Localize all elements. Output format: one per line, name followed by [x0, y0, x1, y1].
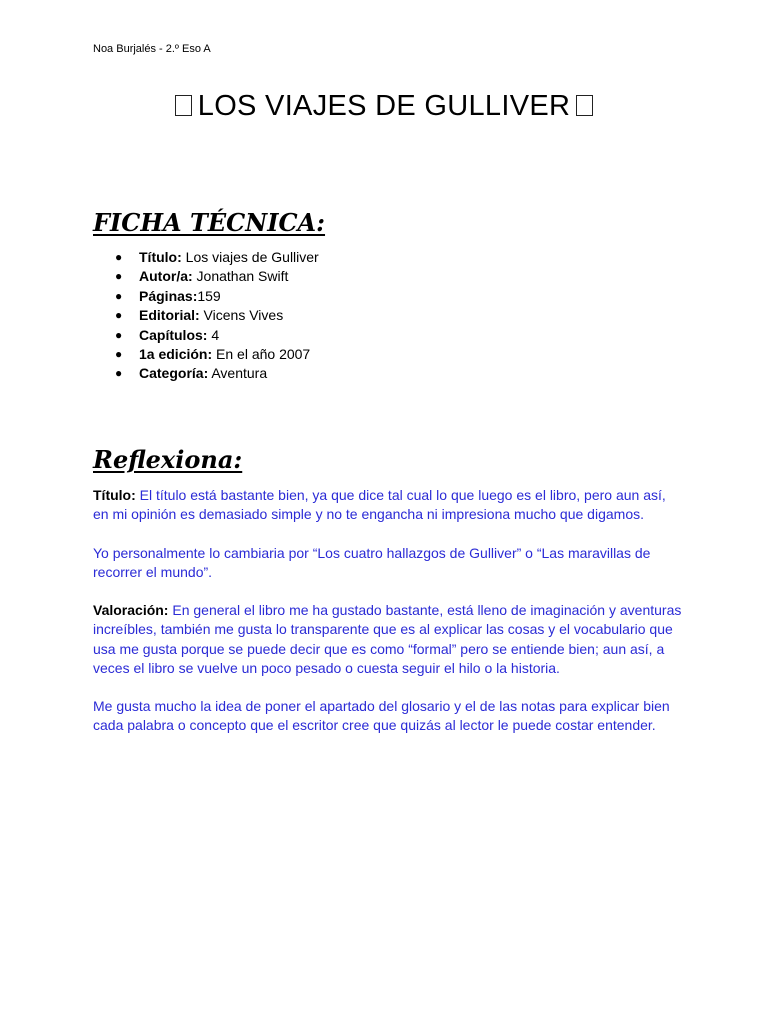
valoracion-paragraph-2: Me gusta mucho la idea de poner el apartado del glosario y el de las notas para explicar bien cada palabra o concepto que el escritor cree que quizás al lector le puede costar entender. — [93, 698, 670, 734]
bullet-icon: ● — [115, 269, 123, 284]
valoracion-label: Valoración: — [93, 602, 169, 618]
missing-glyph-icon — [576, 95, 593, 116]
bullet-icon: ● — [115, 366, 123, 381]
ficha-tecnica-heading: FICHA TÉCNICA: — [93, 208, 326, 237]
list-item: ● 1a edición: En el año 2007 — [115, 345, 319, 364]
titulo-paragraph — [93, 486, 683, 525]
list-item: ● Capítulos: 4 — [115, 326, 319, 345]
list-item: ● Páginas:159 — [115, 287, 319, 306]
list-item: ● Autor/a: Jonathan Swift — [115, 267, 319, 286]
valoracion-text: En general el libro me ha gustado bastante, está lleno de imaginación y aventuras increíbles, también me gusta lo transparente que es al explicar las cosas y el vocabulario que usa me gusta porque se puede decir que es como “formal” pero se entiende bien; aun así, a veces el libro se vuelve un poco pesado o cuesta seguir el hilo o la historia. — [93, 602, 682, 677]
titulo-paragraph-2: Yo personalmente lo cambiaria por “Los cuatro hallazgos de Gulliver” o “Las maravillas de recorrer el mundo”. — [93, 545, 651, 581]
missing-glyph-icon — [175, 95, 192, 116]
bullet-icon: ● — [115, 308, 123, 323]
list-item: ● Editorial: Vicens Vives — [115, 306, 319, 325]
list-item: ● Categoría: Aventura — [115, 364, 319, 383]
document-title — [0, 86, 768, 126]
document-title-text: LOS VIAJES DE GULLIVER — [197, 90, 571, 122]
bullet-icon: ● — [115, 250, 123, 264]
valoracion-paragraph — [93, 601, 683, 679]
bullet-icon: ● — [115, 327, 123, 342]
ficha-tecnica-list — [115, 248, 319, 384]
bullet-icon: ● — [115, 288, 123, 303]
reflexiona-heading: Reflexiona: — [93, 445, 243, 474]
titulo-label: Título: — [93, 487, 136, 503]
list-item: ● Título: Los viajes de Gulliver — [115, 248, 319, 267]
titulo-text: El título está bastante bien, ya que dice tal cual lo que luego es el libro, pero aun así, en mi opinión es demasiado simple y no te engancha ni impresiona mucho que digamos. — [93, 487, 666, 523]
author-line: Noa Burjalés - 2.º Eso A — [93, 43, 211, 55]
bullet-icon: ● — [115, 347, 123, 362]
